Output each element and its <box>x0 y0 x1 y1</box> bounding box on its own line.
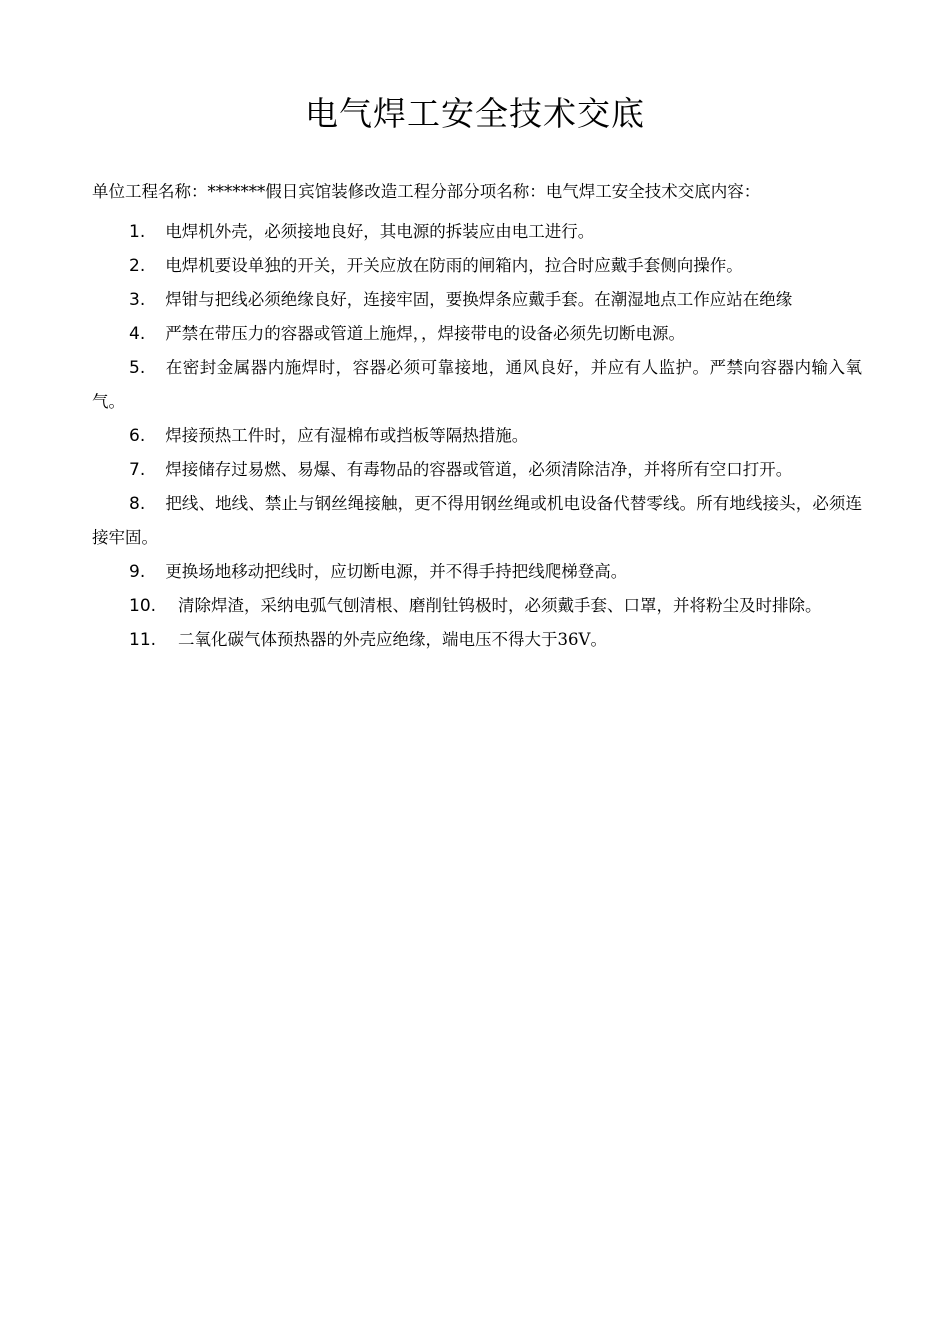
item-number: 2. <box>129 256 146 276</box>
list-item <box>92 589 862 623</box>
item-number: 7. <box>129 460 146 480</box>
list-item <box>92 283 862 317</box>
list-item <box>92 453 862 487</box>
item-number: 1. <box>129 222 146 242</box>
list-item <box>92 215 862 249</box>
item-text: 二氧化碳气体预热器的外壳应绝缘，端电压不得大于36V。 <box>178 630 607 649</box>
list-item <box>92 487 862 555</box>
item-number: 6. <box>129 426 146 446</box>
project-info-line: 单位工程名称：*******假日宾馆装修改造工程分部分项名称：电气焊工安全技术交底内容： <box>92 182 761 201</box>
item-text: 焊接预热工件时，应有湿棉布或挡板等隔热措施。 <box>165 426 529 445</box>
list-item <box>92 249 862 283</box>
list-item <box>92 317 862 351</box>
item-number: 8. <box>129 494 146 514</box>
item-number: 4. <box>129 324 146 344</box>
item-number: 5. <box>129 358 146 378</box>
item-text: 焊钳与把线必须绝缘良好，连接牢固，要换焊条应戴手套。在潮湿地点工作应站在绝缘 <box>165 290 793 309</box>
item-text: 把线、地线、禁止与钢丝绳接触，更不得用钢丝绳或机电设备代替零线。所有地线接头，必须连接牢固。 <box>92 494 862 547</box>
item-text: 清除焊渣，采纳电弧气刨清根、磨削钍钨极时，必须戴手套、口罩，并将粉尘及时排除。 <box>178 596 822 615</box>
item-number: 3. <box>129 290 146 310</box>
item-text: 严禁在带压力的容器或管道上施焊，，焊接带电的设备必须先切断电源。 <box>165 324 685 343</box>
item-number: 11. <box>129 630 157 650</box>
list-item <box>92 623 862 657</box>
list-item <box>92 555 862 589</box>
item-number: 9. <box>129 562 146 582</box>
list-item <box>92 351 862 419</box>
document-title: 电气焊工安全技术交底 <box>305 94 645 133</box>
item-text: 更换场地移动把线时，应切断电源，并不得手持把线爬梯登高。 <box>165 562 628 581</box>
item-text: 在密封金属器内施焊时，容器必须可靠接地，通风良好，并应有人监护。严禁向容器内输入氧气。 <box>92 358 862 411</box>
list-item <box>92 419 862 453</box>
item-number: 10. <box>129 596 157 616</box>
item-text: 电焊机外壳，必须接地良好，其电源的拆装应由电工进行。 <box>165 222 595 241</box>
item-text: 电焊机要设单独的开关，开关应放在防雨的闸箱内，拉合时应戴手套侧向操作。 <box>165 256 743 275</box>
item-text: 焊接储存过易燃、易爆、有毒物品的容器或管道，必须清除洁净，并将所有空口打开。 <box>165 460 793 479</box>
safety-items-list <box>92 215 862 657</box>
